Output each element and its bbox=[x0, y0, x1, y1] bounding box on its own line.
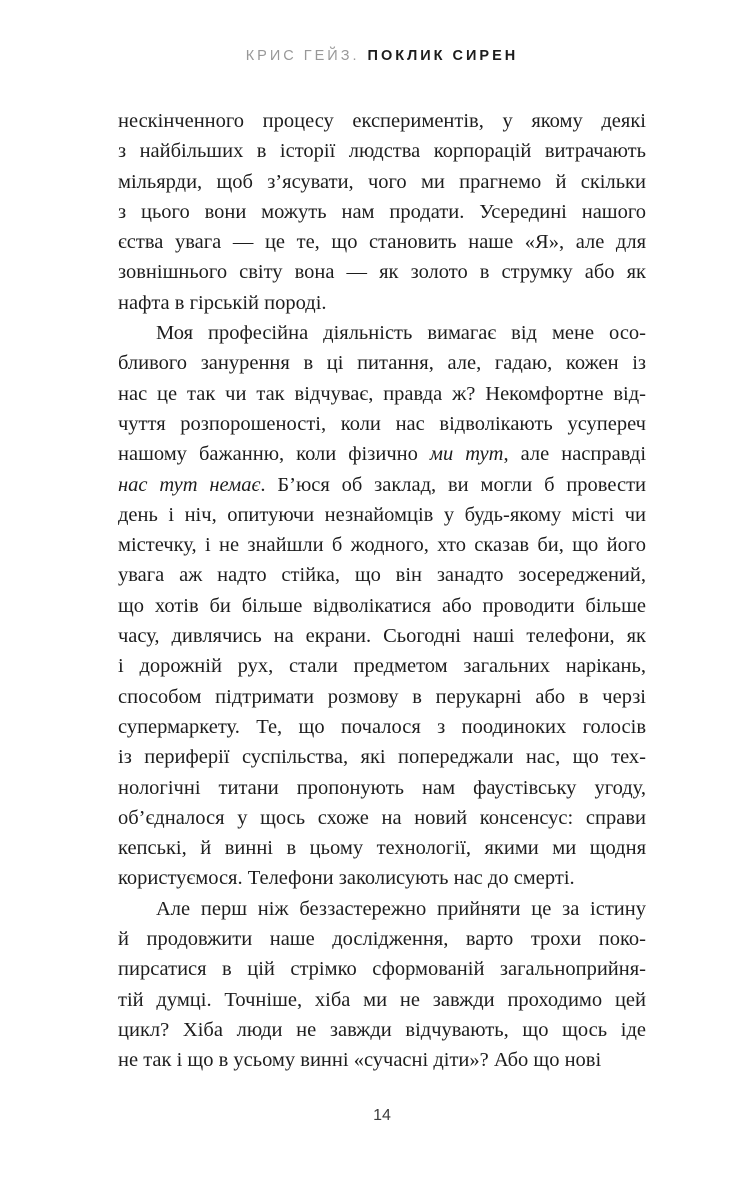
text-segment: супермаркету. Те, що почалося з поодиноких голосів bbox=[118, 715, 646, 738]
text-line bbox=[118, 682, 646, 712]
text-segment: містечку, і не знайшли б жодного, хто сказав би, що його bbox=[118, 534, 646, 557]
text-segment: що хотів би більше відволікатися або проводити більше bbox=[118, 594, 646, 617]
text-line bbox=[118, 591, 646, 621]
text-line bbox=[118, 863, 646, 893]
text-line bbox=[118, 742, 646, 772]
text-segment: зовнішнього світу вона — як золото в струмку або як bbox=[118, 261, 646, 284]
text-segment: Але перш ніж беззастережно прийняти це за істину bbox=[156, 897, 646, 920]
text-line bbox=[118, 106, 646, 136]
text-segment: нафта в гірській породі. bbox=[118, 291, 327, 314]
text-segment: цикл? Хіба люди не завжди відчувають, що щось іде bbox=[118, 1018, 646, 1041]
text-segment: з найбільших в історії людства корпорацій витрачають bbox=[118, 140, 646, 163]
italic-text-segment: ми тут bbox=[429, 443, 504, 466]
text-segment: Моя професійна діяльність вимагає від мене осо- bbox=[156, 322, 646, 345]
text-segment: нескінченного процесу експериментів, у якому деякі bbox=[118, 110, 646, 132]
text-line bbox=[118, 1045, 646, 1075]
text-line bbox=[118, 651, 646, 681]
text-line bbox=[118, 318, 646, 348]
running-head-title: ПОКЛИК СИРЕН bbox=[367, 48, 519, 64]
text-segment: із периферії суспільства, які попереджали нас, що тех- bbox=[118, 746, 646, 769]
text-segment: . Б’юся об заклад, ви могли б провести bbox=[260, 473, 647, 496]
italic-text-segment: нас тут немає bbox=[118, 473, 261, 496]
text-segment: нашому бажанню, коли фізично bbox=[118, 443, 430, 466]
text-segment: з цього вони можуть нам продати. Усередині нашого bbox=[118, 200, 646, 223]
text-line bbox=[118, 954, 646, 984]
text-segment: бливого занурення в ці питання, але, гадаю, кожен із bbox=[118, 352, 646, 375]
paragraph bbox=[118, 106, 646, 318]
running-head-author: КРИС ГЕЙЗ. bbox=[245, 48, 360, 64]
text-line bbox=[118, 894, 646, 924]
text-line bbox=[118, 500, 646, 530]
text-line bbox=[118, 439, 646, 469]
text-line bbox=[118, 227, 646, 257]
text-line bbox=[118, 530, 646, 560]
text-segment: увага аж надто стійка, що він занадто зосереджений, bbox=[118, 564, 646, 587]
body-text bbox=[118, 106, 646, 1076]
text-segment: чуття розпорошеності, коли нас відволікають усупереч bbox=[118, 412, 646, 435]
text-segment: нас це так чи так відчуває, правда ж? Некомфортне від- bbox=[118, 382, 646, 405]
running-head bbox=[118, 48, 646, 64]
page-number: 14 bbox=[373, 1107, 391, 1124]
paragraph bbox=[118, 894, 646, 1076]
text-segment: часу, дивлячись на екрани. Сьогодні наші телефони, як bbox=[118, 625, 646, 648]
text-line bbox=[118, 621, 646, 651]
text-line bbox=[118, 924, 646, 954]
text-segment: нологічні титани пропонують нам фаустівську угоду, bbox=[118, 776, 646, 799]
text-segment: єства увага — це те, що становить наше «Я», але для bbox=[118, 231, 646, 254]
text-segment: способом підтримати розмову в перукарні або в черзі bbox=[118, 685, 646, 708]
text-line bbox=[118, 379, 646, 409]
text-line bbox=[118, 136, 646, 166]
paragraph bbox=[118, 318, 646, 894]
text-segment: об’єдналося у щось схоже на новий консенсус: справи bbox=[118, 806, 646, 829]
text-line bbox=[118, 773, 646, 803]
text-line bbox=[118, 833, 646, 863]
text-segment: пирсатися в цій стрімко сформованій загальноприйня- bbox=[118, 958, 646, 981]
text-line bbox=[118, 409, 646, 439]
text-line bbox=[118, 167, 646, 197]
text-segment: день і ніч, опитуючи незнайомців у будь-якому місті чи bbox=[118, 503, 646, 526]
text-segment: й продовжити наше дослідження, варто трохи поко- bbox=[118, 928, 646, 951]
text-segment: і дорожній рух, стали предметом загальних нарікань, bbox=[118, 655, 646, 678]
text-line bbox=[118, 560, 646, 590]
text-line bbox=[118, 712, 646, 742]
text-segment: тій думці. Точніше, хіба ми не завжди проходимо цей bbox=[118, 988, 646, 1011]
text-segment: кепські, й винні в цьому технології, якими ми щодня bbox=[118, 837, 646, 860]
text-line bbox=[118, 985, 646, 1015]
text-line bbox=[118, 470, 646, 500]
text-line bbox=[118, 1015, 646, 1045]
text-line bbox=[118, 257, 646, 287]
text-line bbox=[118, 803, 646, 833]
text-segment: не так і що в усьому винні «сучасні діти»? Або що нові bbox=[118, 1049, 602, 1072]
text-line bbox=[118, 288, 646, 318]
text-line bbox=[118, 348, 646, 378]
text-segment: мільярди, щоб з’ясувати, чого ми прагнемо й скільки bbox=[118, 170, 646, 193]
text-line bbox=[118, 197, 646, 227]
text-segment: , але насправді bbox=[503, 443, 647, 466]
text-segment: користуємося. Телефони заколисують нас до смерті. bbox=[118, 867, 575, 890]
